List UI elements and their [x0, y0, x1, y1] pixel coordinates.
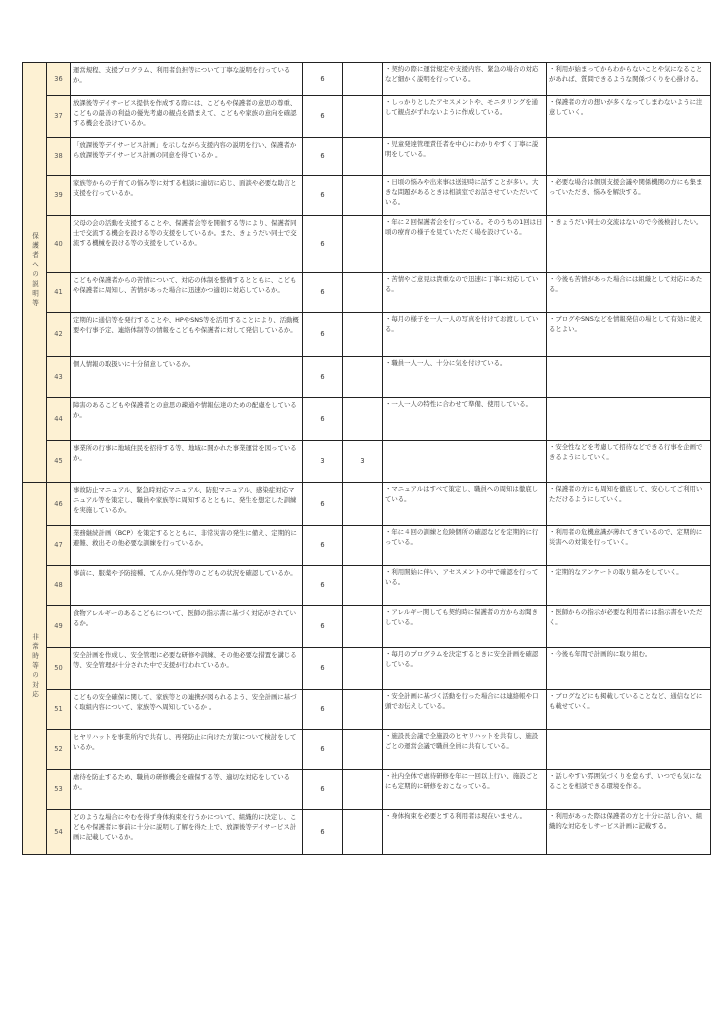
- table-row: [23, 606, 711, 648]
- no-count: [343, 63, 383, 96]
- yes-count: 6: [303, 810, 343, 855]
- item-number: 51: [47, 690, 71, 730]
- question-text: 安全計画を作成し、安全管理に必要な研修や訓練、その他必要な措置を講じる等、安全管理が十分された中で支援が行われているか。: [71, 648, 303, 690]
- no-count: [343, 606, 383, 648]
- current-status: ・年に４回の訓練と危険個所の確認などを定期的に行っている。: [383, 526, 547, 566]
- improvement-plan: [547, 730, 711, 770]
- yes-count: 6: [303, 96, 343, 138]
- item-number: 54: [47, 810, 71, 855]
- current-status: ・安全計画に基づく活動を行った場合には連絡帳や口頭でお伝えしている。: [383, 690, 547, 730]
- no-count: [343, 176, 383, 216]
- current-status: ・毎月のプログラムを決定するときに安全計画を確認している。: [383, 648, 547, 690]
- item-number: 37: [47, 96, 71, 138]
- yes-count: 6: [303, 690, 343, 730]
- table-row: [23, 313, 711, 357]
- item-number: 52: [47, 730, 71, 770]
- no-count: [343, 398, 383, 441]
- yes-count: 6: [303, 526, 343, 566]
- no-count: [343, 96, 383, 138]
- category-label: 非常時等の対応: [30, 632, 39, 701]
- yes-count: 6: [303, 398, 343, 441]
- item-number: 49: [47, 606, 71, 648]
- question-text: 業務継続計画（BCP）を策定するとともに、非常災害の発生に備え、定期的に避難、救出その他必要な訓練を行っているか。: [71, 526, 303, 566]
- yes-count: 3: [303, 441, 343, 483]
- yes-count: 6: [303, 606, 343, 648]
- improvement-plan: ・保護者の方にも周知を徹底して、安心してご利用いただけるようにしていく。: [547, 483, 711, 526]
- improvement-plan: ・医師からの指示が必要な利用者には指示書をいただく。: [547, 606, 711, 648]
- current-status: [383, 441, 547, 483]
- question-text: 事故防止マニュアル、緊急時対応マニュアル、防犯マニュアル、感染症対応マニュアル等を策定し、職員や家族等に周知するとともに、発生を想定した訓練を実施しているか。: [71, 483, 303, 526]
- current-status: ・年に２回保護者会を行っている。そのうちの1回は日頃の療育の様子を見ていただく場を設けている。: [383, 216, 547, 273]
- item-number: 45: [47, 441, 71, 483]
- question-text: 父母の会の活動を支援することや、保護者会等を開催する等により、保護者同士で交流する機会を設ける等の支援をしているか。また、きょうだい同士で交流する機械を設ける等の支援をしているか。: [71, 216, 303, 273]
- improvement-plan: ・話しやすい雰囲気づくりを怠らず、いつでも気になることを相談できる環境を作る。: [547, 770, 711, 810]
- item-number: 47: [47, 526, 71, 566]
- no-count: [343, 216, 383, 273]
- improvement-plan: ・定期的なアンケートの取り組みをしていく。: [547, 566, 711, 606]
- no-count: [343, 566, 383, 606]
- improvement-plan: [547, 138, 711, 176]
- yes-count: 6: [303, 313, 343, 357]
- item-number: 41: [47, 273, 71, 313]
- item-number: 44: [47, 398, 71, 441]
- table-row: [23, 441, 711, 483]
- question-text: 家族等からの子育ての悩み等に対する相談に適切に応じ、面談や必要な助言と支援を行っているか。: [71, 176, 303, 216]
- category-label-cell: [23, 63, 47, 483]
- question-text: 事業所の行事に地域住民を招待する等、地域に開かれた事業運営を図っているか。: [71, 441, 303, 483]
- no-count: [343, 526, 383, 566]
- evaluation-table: [22, 62, 711, 855]
- no-count: [343, 313, 383, 357]
- current-status: ・アレルギー関しても契約時に保護者の方からお聞きしている。: [383, 606, 547, 648]
- question-text: 運営規程、支援プログラム、利用者負担等について丁寧な説明を行っているか。: [71, 63, 303, 96]
- current-status: ・施設長会議で全施設のヒヤリハットを共有し、施設ごとの運営会議で職員全員に共有している。: [383, 730, 547, 770]
- table-row: [23, 96, 711, 138]
- current-status: ・身体拘束を必要とする利用者は現在いません。: [383, 810, 547, 855]
- question-text: 定期的に通信等を発行することや、HPやSNS等を活用することにより、活動概要や行事予定、連絡体制等の情報をこどもや保護者に対して発信しているか。: [71, 313, 303, 357]
- no-count: 3: [343, 441, 383, 483]
- yes-count: 6: [303, 216, 343, 273]
- question-text: どのような場合にやむを得ず身体拘束を行うかについて、組織的に決定し、こどもや保護者に事前に十分に説明し了解を得た上で、放課後等デイサービス計画に記載しているか。: [71, 810, 303, 855]
- current-status: ・契約の際に運営規定や支援内容、緊急の場合の対応など細かく説明を行っている。: [383, 63, 547, 96]
- table-row: [23, 810, 711, 855]
- no-count: [343, 730, 383, 770]
- item-number: 50: [47, 648, 71, 690]
- question-text: 事前に、服薬や予防接種、てんかん発作等のこどもの状況を確認しているか。: [71, 566, 303, 606]
- improvement-plan: ・利用があった際は保護者の方と十分に話し合い、組織的な対応をしサービス計画に記載する。: [547, 810, 711, 855]
- item-number: 38: [47, 138, 71, 176]
- no-count: [343, 138, 383, 176]
- yes-count: 6: [303, 566, 343, 606]
- improvement-plan: ・利用者の危機意識が薄れてきているので、定期的に災害への対策を行っていく。: [547, 526, 711, 566]
- current-status: ・しっかりとしたアセスメントや、モニタリングを通して観点がずれないように作成している。: [383, 96, 547, 138]
- question-text: ヒヤリハットを事業所内で共有し、再発防止に向けた方策について検討をしているか。: [71, 730, 303, 770]
- question-text: 障害のあるこどもや保護者との意思の疎通や情報伝達のための配慮をしているか。: [71, 398, 303, 441]
- table-row: [23, 566, 711, 606]
- current-status: ・社内全体で虐待研修を年に一回以上行い、施設ごとにも定期的に研修をおこなっている。: [383, 770, 547, 810]
- yes-count: 6: [303, 648, 343, 690]
- item-number: 46: [47, 483, 71, 526]
- no-count: [343, 810, 383, 855]
- question-text: 「放課後等デイサービス計画」を示しながら支援内容の説明を行い、保護者から放課後等デイサービス計画の同意を得ているか 。: [71, 138, 303, 176]
- current-status: ・児童発達管理責任者を中心にわかりやすく丁寧に説明をしている。: [383, 138, 547, 176]
- question-text: 虐待を防止するため、職員の研修機会を確保する等、適切な対応をしているか。: [71, 770, 303, 810]
- current-status: ・マニュアルはすべて策定し、職員への周知は徹底している。: [383, 483, 547, 526]
- current-status: ・利用開始に伴い、アセスメントの中で確認を行っている。: [383, 566, 547, 606]
- current-status: ・毎月の様子を一人一人の写真を付けてお渡ししている。: [383, 313, 547, 357]
- table-row: [23, 398, 711, 441]
- question-text: 放課後等デイサービス提供を作成する際には、こどもや保護者の意思の尊重、こどもの最善の利益の優先考慮の観点を踏まえて、こどもや家族の意向を確認する機会を設けているか。: [71, 96, 303, 138]
- current-status: ・苦情やご意見は貴重なので迅速に丁寧に対応している。: [383, 273, 547, 313]
- no-count: [343, 357, 383, 398]
- yes-count: 6: [303, 138, 343, 176]
- current-status: ・日頃の悩みや出来事は送迎時に話すことが多い。大きな問題があるときは相談室でお話させていただいている。: [383, 176, 547, 216]
- no-count: [343, 648, 383, 690]
- table-row: [23, 648, 711, 690]
- item-number: 42: [47, 313, 71, 357]
- no-count: [343, 273, 383, 313]
- table-row: [23, 63, 711, 96]
- item-number: 53: [47, 770, 71, 810]
- category-label-cell: [23, 483, 47, 855]
- table-row: [23, 690, 711, 730]
- table-row: [23, 770, 711, 810]
- table-row: [23, 216, 711, 273]
- item-number: 43: [47, 357, 71, 398]
- no-count: [343, 483, 383, 526]
- item-number: 39: [47, 176, 71, 216]
- table-row: [23, 730, 711, 770]
- question-text: こどもや保護者からの苦情について、対応の体制を整備するとともに、こどもや保護者に周知し、苦情があった場合に迅速かつ適切に対応しているか。: [71, 273, 303, 313]
- improvement-plan: ・今後も年間で計画的に取り組む。: [547, 648, 711, 690]
- improvement-plan: ・安全性などを考慮して招待などできる行事を企画できるようにしていく。: [547, 441, 711, 483]
- improvement-plan: ・必要な場合は個別支援会議や関係機関の方にも集まっていただき、悩みを解決する。: [547, 176, 711, 216]
- item-number: 40: [47, 216, 71, 273]
- current-status: ・職員一人一人、十分に気を付けている。: [383, 357, 547, 398]
- table-row: [23, 526, 711, 566]
- improvement-plan: ・きょうだい同士の交流はないので今後検討したい。: [547, 216, 711, 273]
- table-row: [23, 138, 711, 176]
- improvement-plan: [547, 357, 711, 398]
- improvement-plan: ・利用が始まってからわからないことや気になることがあれば、質問できるような関係づくりを心掛ける。: [547, 63, 711, 96]
- category-label: 保護者への説明等: [30, 232, 39, 309]
- item-number: 48: [47, 566, 71, 606]
- item-number: 36: [47, 63, 71, 96]
- improvement-plan: ・ブログやSNSなどを情報発信の場として有効に使えるとよい。: [547, 313, 711, 357]
- yes-count: 6: [303, 730, 343, 770]
- yes-count: 6: [303, 63, 343, 96]
- no-count: [343, 690, 383, 730]
- improvement-plan: ・保護者の方の想いが多くなってしまわないように注意していく。: [547, 96, 711, 138]
- evaluation-table-body: [23, 63, 711, 855]
- question-text: 個人情報の取扱いに十分留意しているか。: [71, 357, 303, 398]
- table-row: [23, 176, 711, 216]
- question-text: こどもの安全確保に関して、家族等との連携が図られるよう、安全計画に基づく取組内容について、家族等へ周知しているか 。: [71, 690, 303, 730]
- table-row: [23, 483, 711, 526]
- current-status: ・一人一人の特性に合わせて準備、使用している。: [383, 398, 547, 441]
- yes-count: 6: [303, 483, 343, 526]
- yes-count: 6: [303, 770, 343, 810]
- improvement-plan: ・ブログなどにも掲載していることなど、通信などにも載せていく。: [547, 690, 711, 730]
- improvement-plan: [547, 398, 711, 441]
- question-text: 食物アレルギーのあるこどもについて、医師の指示書に基づく対応がされているか。: [71, 606, 303, 648]
- yes-count: 6: [303, 273, 343, 313]
- improvement-plan: ・今後も苦情があった場合には組織として対応にあたる。: [547, 273, 711, 313]
- yes-count: 6: [303, 176, 343, 216]
- table-row: [23, 273, 711, 313]
- no-count: [343, 770, 383, 810]
- table-row: [23, 357, 711, 398]
- yes-count: 6: [303, 357, 343, 398]
